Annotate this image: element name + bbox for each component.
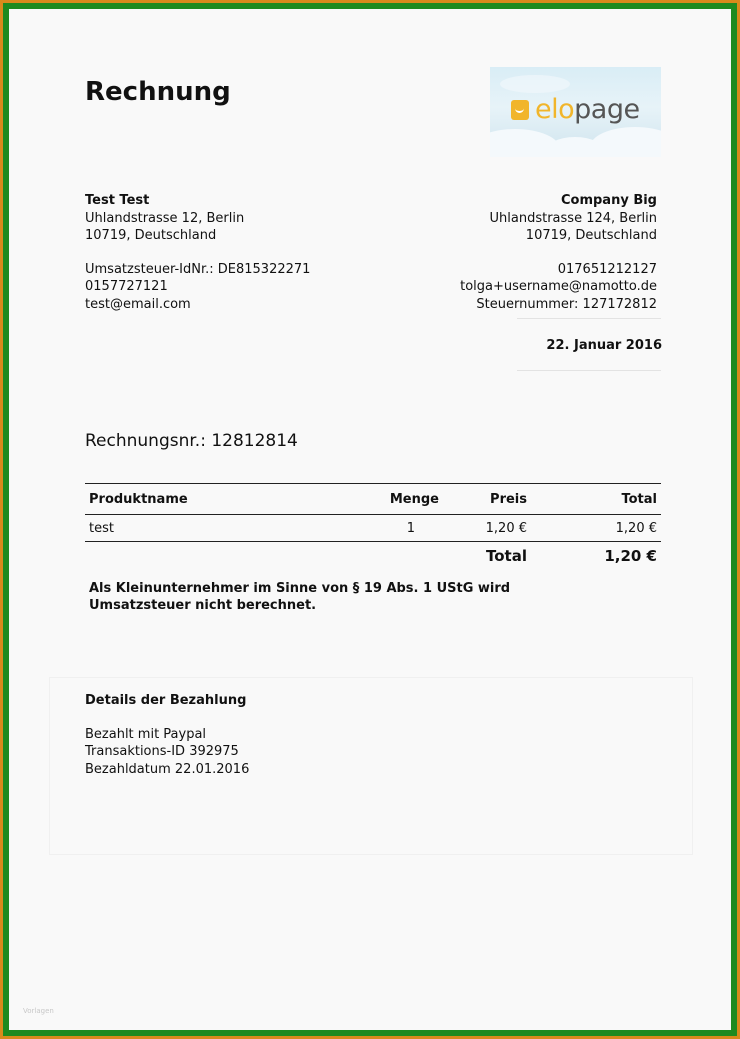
- company-logo: [490, 67, 661, 157]
- cloud-shape: [500, 75, 570, 93]
- customer-vat-id: Umsatzsteuer-IdNr.: DE815322271: [85, 261, 311, 277]
- row-product: test: [89, 520, 114, 536]
- table-row: [85, 515, 661, 542]
- payment-details: [85, 692, 645, 778]
- seller-street: Uhlandstrasse 124, Berlin: [489, 210, 657, 226]
- invoice-date: 22. Januar 2016: [546, 338, 662, 353]
- grand-total-row: [85, 542, 661, 571]
- seller-city: 10719, Deutschland: [525, 228, 657, 243]
- payment-method: Bezahlt mit Paypal: [85, 726, 207, 742]
- grand-total-value: 1,20 €: [604, 547, 657, 565]
- seller-email: tolga+username@namotto.de: [460, 279, 657, 294]
- row-price: 1,20 €: [485, 520, 527, 536]
- table-header-row: [85, 484, 661, 515]
- invoice-number: Rechnungsnr.: 12812814: [85, 431, 298, 451]
- customer-phone: 0157727121: [85, 279, 168, 294]
- header-quantity: Menge: [389, 491, 439, 507]
- invoice-page: [9, 9, 731, 1030]
- payment-heading: Details der Bezahlung: [85, 693, 247, 708]
- watermark: Vorlagen: [23, 1007, 54, 1015]
- logo-icon: [511, 100, 529, 120]
- page-title: Rechnung: [85, 77, 231, 107]
- cloud-shape: [590, 127, 661, 157]
- seller-address-block: [389, 192, 657, 313]
- seller-phone: 017651212127: [557, 261, 657, 277]
- grand-total-label: Total: [486, 547, 527, 565]
- customer-email: test@email.com: [85, 296, 191, 312]
- row-quantity: 1: [406, 520, 415, 536]
- seller-name: Company Big: [560, 193, 657, 208]
- line-items-table: [85, 483, 661, 570]
- customer-name: Test Test: [85, 193, 150, 208]
- payment-transaction-id: Transaktions-ID 392975: [85, 744, 239, 759]
- logo-wordmark: elopage: [535, 94, 640, 125]
- divider: [517, 370, 661, 371]
- customer-address-block: [85, 192, 385, 313]
- header-price: Preis: [490, 491, 527, 507]
- seller-tax-number: Steuernummer: 127172812: [476, 296, 657, 312]
- customer-street: Uhlandstrasse 12, Berlin: [85, 210, 245, 226]
- row-total: 1,20 €: [615, 520, 657, 536]
- divider: [517, 318, 661, 319]
- payment-date: Bezahldatum 22.01.2016: [85, 761, 250, 777]
- header-product: Produktname: [89, 491, 188, 507]
- header-total: Total: [621, 491, 657, 507]
- tax-exemption-note: Als Kleinunternehmer im Sinne von § 19 Abs. 1 UStG wird Umsatzsteuer nicht berechnet.: [89, 581, 511, 613]
- customer-city: 10719, Deutschland: [85, 228, 217, 243]
